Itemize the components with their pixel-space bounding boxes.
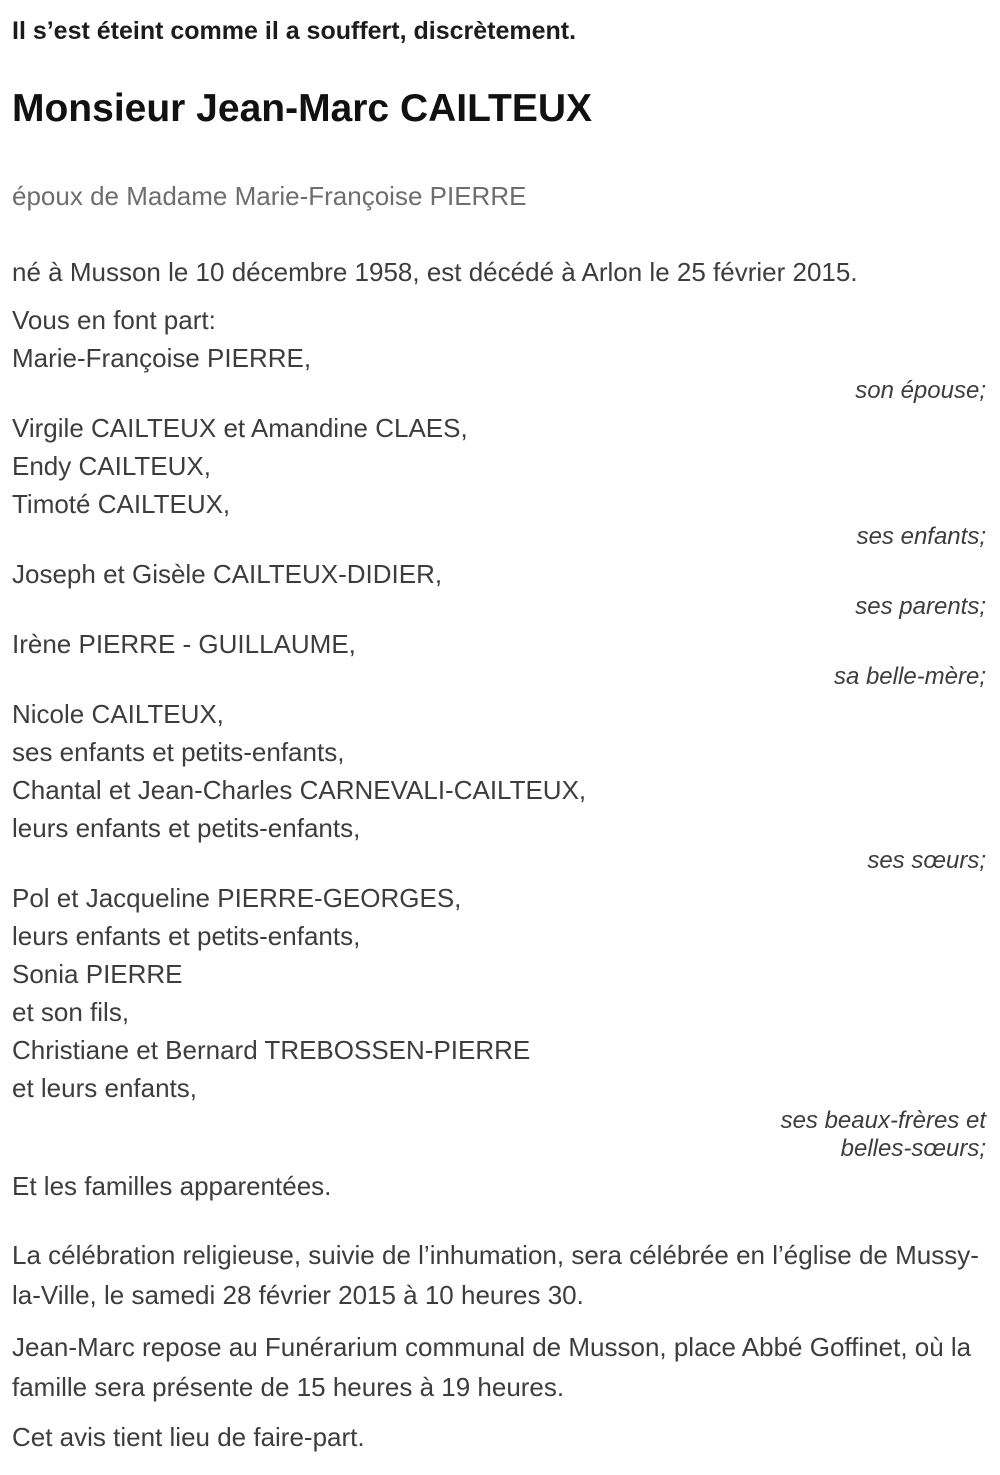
relation-label: ses sœurs; [867,847,986,874]
family-group-parents [12,555,986,621]
family-group-spouse [12,339,986,405]
relation-label: ses parents; [855,593,986,620]
announcement-label: Vous en font part: [12,305,216,335]
family-member-line: ses enfants et petits-enfants, [12,737,345,767]
family-list [12,339,986,1163]
epitaph-line: Il s’est éteint comme il a souffert, discrètement. [12,17,577,45]
family-group-children [12,409,986,551]
relation-label: son épouse; [855,377,986,404]
family-member-line: Virgile CAILTEUX et Amandine CLAES, [12,413,468,443]
family-group-mother-in-law [12,625,986,691]
family-group-sisters [12,695,986,875]
family-member-line: leurs enfants et petits-enfants, [12,813,361,843]
relation-label-line: ses beaux-frères et [780,1107,986,1134]
family-member-line: Chantal et Jean-Charles CARNEVALI-CAILTEUX, [12,775,587,805]
relation-label-line: belles-sœurs; [840,1135,986,1162]
family-member-line: et leurs enfants, [12,1073,197,1103]
relation-label [12,1107,986,1163]
family-member-line: Pol et Jacqueline PIERRE-GEORGES, [12,883,462,913]
family-member-line: Sonia PIERRE [12,959,183,989]
family-member-line: Christiane et Bernard TREBOSSEN-PIERRE [12,1035,531,1065]
closing-line: Cet avis tient lieu de faire-part. [12,1422,365,1452]
family-member-line: leurs enfants et petits-enfants, [12,921,361,951]
family-member-line: Timoté CAILTEUX, [12,489,231,519]
relation-label: sa belle-mère; [833,663,986,690]
family-member-line: Endy CAILTEUX, [12,451,211,481]
repose-paragraph: Jean-Marc repose au Funérarium communal de Musson, place Abbé Goffinet, où la famille sera présente de 15 heures à 19 heures. [12,1332,972,1402]
family-member-line: Marie-Françoise PIERRE, [12,343,312,373]
family-member-line: Irène PIERRE - GUILLAUME, [12,629,356,659]
family-member-line: et son fils, [12,997,130,1027]
ceremony-paragraph: La célébration religieuse, suivie de l’inhumation, sera célébrée en l’église de Mussy-la-Ville, le samedi 28 février 2015 à 10 heures 30. [12,1240,979,1310]
relation-label: ses enfants; [856,523,986,550]
family-group-in-laws [12,879,986,1163]
family-member-line: Joseph et Gisèle CAILTEUX-DIDIER, [12,559,443,589]
related-families-line: Et les familles apparentées. [12,1171,332,1201]
deceased-name-title: Monsieur Jean-Marc CAILTEUX [12,87,593,130]
life-dates-line: né à Musson le 10 décembre 1958, est décédé à Arlon le 25 février 2015. [12,257,858,287]
spouse-line: époux de Madame Marie-Françoise PIERRE [12,181,527,211]
family-member-line: Nicole CAILTEUX, [12,699,224,729]
